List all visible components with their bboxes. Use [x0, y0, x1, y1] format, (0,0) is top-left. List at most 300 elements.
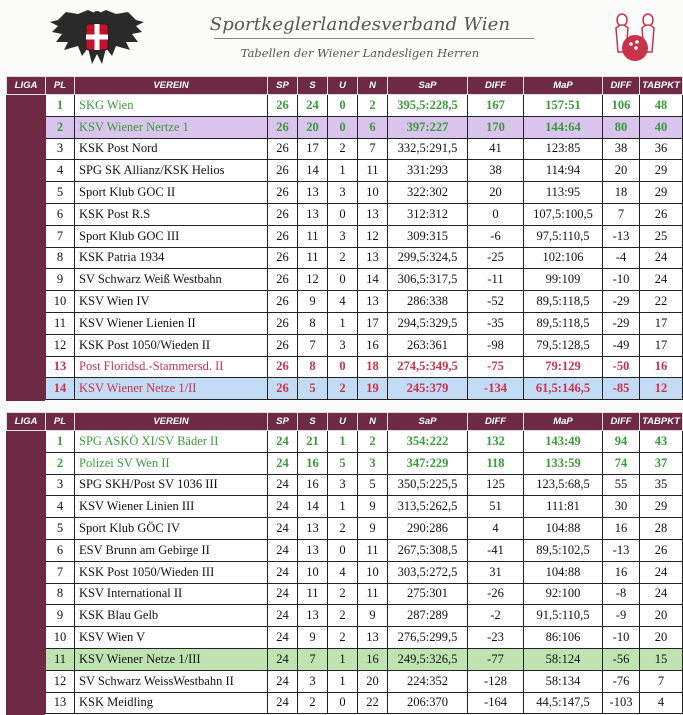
cell-pl: 8: [46, 247, 75, 269]
cell-u: 0: [328, 203, 358, 225]
cell-pl: 11: [46, 312, 75, 334]
col-sap: SaP: [388, 413, 468, 431]
cell-club: KSV Wiener Netze 1/III: [75, 648, 268, 670]
cell-u: 2: [328, 378, 358, 400]
cell-tabpkt: 29: [640, 182, 683, 204]
cell-pl: 4: [46, 160, 75, 182]
cell-n: 13: [358, 203, 388, 225]
cell-sap: 322:302: [388, 182, 468, 204]
cell-diff-map: -76: [603, 670, 640, 692]
cell-map: 61,5:146,5: [524, 378, 603, 400]
cell-pl: 5: [46, 518, 75, 540]
cell-diff-map: 16: [603, 561, 640, 583]
cell-s: 7: [298, 334, 328, 356]
cell-map: 58:134: [524, 670, 603, 692]
cell-diff-map: 30: [603, 496, 640, 518]
cell-diff-map: 106: [603, 95, 640, 117]
cell-n: 17: [358, 312, 388, 334]
cell-pl: 11: [46, 648, 75, 670]
cell-club: ESV Brunn am Gebirge II: [75, 539, 268, 561]
cell-sap: 332,5:291,5: [388, 138, 468, 160]
cell-s: 10: [298, 561, 328, 583]
cell-n: 2: [358, 95, 388, 117]
cell-tabpkt: 24: [640, 247, 683, 269]
liga-spacer: [7, 561, 46, 583]
cell-club: Sport Klub GÖC IV: [75, 518, 268, 540]
table-row: [7, 160, 683, 182]
cell-s: 11: [298, 247, 328, 269]
liga-spacer: [7, 670, 46, 692]
cell-u: 2: [328, 605, 358, 627]
cell-map: 104:88: [524, 518, 603, 540]
cell-u: 1: [328, 670, 358, 692]
cell-s: 13: [298, 518, 328, 540]
cell-u: 2: [328, 247, 358, 269]
col-diff-sap: DIFF: [468, 413, 524, 431]
cell-n: 16: [358, 648, 388, 670]
cell-map: 111:81: [524, 496, 603, 518]
cell-diff-map: -4: [603, 247, 640, 269]
cell-tabpkt: 37: [640, 452, 683, 474]
table-row: [7, 452, 683, 474]
table-row: [7, 138, 683, 160]
cell-sap: 274,5:349,5: [388, 356, 468, 378]
cell-sp: 26: [268, 356, 298, 378]
liga-spacer: [7, 692, 46, 714]
cell-sap: 312:312: [388, 203, 468, 225]
cell-sp: 24: [268, 496, 298, 518]
cell-sap: 290:286: [388, 518, 468, 540]
cell-tabpkt: 20: [640, 627, 683, 649]
cell-diff-sap: -128: [468, 670, 524, 692]
cell-u: 1: [328, 160, 358, 182]
cell-sp: 24: [268, 518, 298, 540]
cell-s: 21: [298, 431, 328, 453]
liga-spacer: [7, 116, 46, 138]
col-liga: LIGA: [7, 77, 46, 95]
cell-tabpkt: 26: [640, 539, 683, 561]
cell-diff-sap: -6: [468, 225, 524, 247]
cell-s: 9: [298, 627, 328, 649]
col-u: U: [328, 413, 358, 431]
cell-u: 4: [328, 561, 358, 583]
cell-n: 13: [358, 247, 388, 269]
col-liga: LIGA: [7, 413, 46, 431]
cell-diff-map: -10: [603, 269, 640, 291]
cell-diff-sap: -41: [468, 539, 524, 561]
cell-n: 16: [358, 334, 388, 356]
cell-sp: 24: [268, 583, 298, 605]
table-row: [7, 116, 683, 138]
table-row: [7, 627, 683, 649]
cell-sap: 224:352: [388, 670, 468, 692]
liga-spacer: [7, 648, 46, 670]
cell-u: 5: [328, 452, 358, 474]
cell-diff-map: -49: [603, 334, 640, 356]
cell-diff-map: 94: [603, 431, 640, 453]
cell-map: 99:109: [524, 269, 603, 291]
cell-club: KSK Patria 1934: [75, 247, 268, 269]
liga-spacer: [7, 182, 46, 204]
liga-spacer: [7, 203, 46, 225]
cell-sap: 294,5:329,5: [388, 312, 468, 334]
cell-map: 89,5:118,5: [524, 312, 603, 334]
cell-map: 79,5:128,5: [524, 334, 603, 356]
cell-sp: 24: [268, 648, 298, 670]
cell-n: 3: [358, 452, 388, 474]
cell-sap: 313,5:262,5: [388, 496, 468, 518]
cell-n: 11: [358, 160, 388, 182]
league-3-table: [6, 412, 683, 714]
cell-u: 0: [328, 269, 358, 291]
table-row: [7, 670, 683, 692]
cell-club: KSV Wiener Linien III: [75, 496, 268, 518]
cell-diff-map: 80: [603, 116, 640, 138]
cell-club: SKG Wien: [75, 95, 268, 117]
cell-tabpkt: 29: [640, 160, 683, 182]
cell-diff-sap: 118: [468, 452, 524, 474]
cell-sap: 263:361: [388, 334, 468, 356]
cell-diff-sap: -25: [468, 247, 524, 269]
cell-diff-sap: -134: [468, 378, 524, 400]
cell-diff-map: -13: [603, 225, 640, 247]
cell-sp: 24: [268, 561, 298, 583]
cell-tabpkt: 24: [640, 561, 683, 583]
liga-spacer: [7, 334, 46, 356]
col-u: U: [328, 77, 358, 95]
cell-u: 0: [328, 116, 358, 138]
liga-spacer: [7, 160, 46, 182]
table-row: [7, 539, 683, 561]
cell-s: 13: [298, 539, 328, 561]
cell-sp: 26: [268, 378, 298, 400]
liga-spacer: [7, 518, 46, 540]
cell-sp: 26: [268, 95, 298, 117]
cell-map: 89,5:118,5: [524, 291, 603, 313]
cell-map: 114:94: [524, 160, 603, 182]
cell-tabpkt: 12: [640, 378, 683, 400]
cell-diff-map: 20: [603, 160, 640, 182]
cell-map: 89,5:102,5: [524, 539, 603, 561]
cell-tabpkt: 48: [640, 95, 683, 117]
cell-diff-sap: -75: [468, 356, 524, 378]
cell-pl: 7: [46, 225, 75, 247]
table-row: [7, 291, 683, 313]
cell-map: 157:51: [524, 95, 603, 117]
cell-sp: 26: [268, 182, 298, 204]
cell-u: 2: [328, 138, 358, 160]
cell-sp: 24: [268, 670, 298, 692]
cell-s: 13: [298, 605, 328, 627]
cell-u: 2: [328, 627, 358, 649]
cell-club: KSV Wiener Nertze 1: [75, 116, 268, 138]
cell-club: Polizei SV Wen II: [75, 452, 268, 474]
cell-sap: 245:379: [388, 378, 468, 400]
cell-map: 102:106: [524, 247, 603, 269]
cell-pl: 3: [46, 138, 75, 160]
cell-sp: 24: [268, 692, 298, 714]
cell-s: 24: [298, 95, 328, 117]
table-row: [7, 334, 683, 356]
table-row: [7, 182, 683, 204]
cell-s: 17: [298, 138, 328, 160]
cell-map: 144:64: [524, 116, 603, 138]
cell-n: 22: [358, 692, 388, 714]
bowling-pins-icon: [606, 8, 664, 68]
cell-tabpkt: 15: [640, 648, 683, 670]
cell-s: 12: [298, 269, 328, 291]
cell-diff-sap: -11: [468, 269, 524, 291]
cell-sp: 26: [268, 203, 298, 225]
cell-pl: 5: [46, 182, 75, 204]
cell-pl: 2: [46, 452, 75, 474]
cell-u: 1: [328, 431, 358, 453]
cell-n: 19: [358, 378, 388, 400]
cell-diff-map: 74: [603, 452, 640, 474]
cell-sp: 24: [268, 627, 298, 649]
cell-tabpkt: 4: [640, 692, 683, 714]
cell-n: 14: [358, 269, 388, 291]
cell-map: 86:106: [524, 627, 603, 649]
cell-club: KSK Post 1050/Wieden II: [75, 334, 268, 356]
col-tabpkt: TABPKT: [640, 77, 683, 95]
cell-club: SPG SK Allianz/KSK Helios: [75, 160, 268, 182]
cell-tabpkt: 17: [640, 312, 683, 334]
cell-n: 5: [358, 474, 388, 496]
cell-tabpkt: 28: [640, 518, 683, 540]
cell-map: 91,5:110,5: [524, 605, 603, 627]
liga-spacer: [7, 291, 46, 313]
cell-diff-map: -56: [603, 648, 640, 670]
cell-map: 133:59: [524, 452, 603, 474]
liga-spacer: [7, 539, 46, 561]
col-sap: SaP: [388, 77, 468, 95]
liga-spacer: [7, 378, 46, 400]
cell-n: 7: [358, 138, 388, 160]
cell-n: 6: [358, 116, 388, 138]
cell-diff-sap: 125: [468, 474, 524, 496]
cell-sap: 350,5:225,5: [388, 474, 468, 496]
col-diff-sap: DIFF: [468, 77, 524, 95]
cell-pl: 1: [46, 95, 75, 117]
cell-sap: 299,5:324,5: [388, 247, 468, 269]
cell-diff-sap: 4: [468, 518, 524, 540]
cell-map: 44,5:147,5: [524, 692, 603, 714]
cell-pl: 6: [46, 539, 75, 561]
col-sp: SP: [268, 77, 298, 95]
league-2-rows: [7, 95, 683, 400]
cell-sp: 26: [268, 334, 298, 356]
table-row: [7, 431, 683, 453]
cell-sap: 303,5:272,5: [388, 561, 468, 583]
cell-diff-map: -8: [603, 583, 640, 605]
cell-map: 97,5:110,5: [524, 225, 603, 247]
cell-u: 1: [328, 648, 358, 670]
cell-n: 9: [358, 518, 388, 540]
cell-tabpkt: 20: [640, 605, 683, 627]
page-header: [0, 0, 680, 72]
cell-map: 107,5:100,5: [524, 203, 603, 225]
cell-map: 143:49: [524, 431, 603, 453]
cell-s: 16: [298, 474, 328, 496]
table-row: [7, 269, 683, 291]
cell-diff-map: -85: [603, 378, 640, 400]
cell-club: KSK Post 1050/Wieden III: [75, 561, 268, 583]
cell-sp: 24: [268, 452, 298, 474]
cell-diff-sap: -52: [468, 291, 524, 313]
cell-tabpkt: 17: [640, 334, 683, 356]
cell-diff-map: 18: [603, 182, 640, 204]
cell-diff-map: 16: [603, 518, 640, 540]
table-row: [7, 95, 683, 117]
cell-diff-sap: -26: [468, 583, 524, 605]
cell-club: SV Schwarz Weiß Westbahn: [75, 269, 268, 291]
cell-n: 11: [358, 539, 388, 561]
cell-sp: 26: [268, 312, 298, 334]
cell-club: KSV Wien V: [75, 627, 268, 649]
cell-map: 104:88: [524, 561, 603, 583]
cell-tabpkt: 22: [640, 291, 683, 313]
cell-club: KSV Wiener Lienien II: [75, 312, 268, 334]
cell-club: KSK Meidling: [75, 692, 268, 714]
cell-club: Sport Klub GOC II: [75, 182, 268, 204]
cell-sp: 26: [268, 269, 298, 291]
cell-n: 13: [358, 291, 388, 313]
page-subtitle: Tabellen der Wiener Landesligen Herren: [240, 46, 480, 60]
cell-u: 0: [328, 95, 358, 117]
table-row: [7, 496, 683, 518]
col-diff-map: DIFF: [603, 77, 640, 95]
cell-pl: 3: [46, 474, 75, 496]
cell-pl: 14: [46, 378, 75, 400]
cell-diff-map: 7: [603, 203, 640, 225]
cell-n: 12: [358, 225, 388, 247]
liga-spacer: [7, 312, 46, 334]
title-divider: [214, 38, 534, 39]
cell-u: 2: [328, 518, 358, 540]
cell-pl: 2: [46, 116, 75, 138]
cell-sap: 354:222: [388, 431, 468, 453]
cell-pl: 13: [46, 356, 75, 378]
cell-u: 3: [328, 225, 358, 247]
cell-diff-sap: 20: [468, 182, 524, 204]
cell-club: KSK Post R.S: [75, 203, 268, 225]
table-row: [7, 692, 683, 714]
col-sp: SP: [268, 413, 298, 431]
cell-tabpkt: 43: [640, 431, 683, 453]
cell-club: KSV Wiener Netze 1/II: [75, 378, 268, 400]
cell-tabpkt: 35: [640, 474, 683, 496]
cell-club: KSV Wien IV: [75, 291, 268, 313]
cell-s: 20: [298, 116, 328, 138]
table-row: [7, 561, 683, 583]
table-row: [7, 247, 683, 269]
liga-spacer: [7, 225, 46, 247]
cell-club: KSV International II: [75, 583, 268, 605]
cell-n: 10: [358, 561, 388, 583]
cell-tabpkt: 24: [640, 269, 683, 291]
cell-tabpkt: 36: [640, 138, 683, 160]
cell-sp: 26: [268, 247, 298, 269]
liga-spacer: [7, 583, 46, 605]
cell-sap: 306,5:317,5: [388, 269, 468, 291]
cell-diff-sap: -2: [468, 605, 524, 627]
cell-s: 8: [298, 312, 328, 334]
cell-diff-map: -50: [603, 356, 640, 378]
cell-diff-sap: 38: [468, 160, 524, 182]
cell-diff-sap: 167: [468, 95, 524, 117]
cell-map: 123,5:68,5: [524, 474, 603, 496]
table-row: [7, 356, 683, 378]
cell-u: 3: [328, 334, 358, 356]
table-row: [7, 605, 683, 627]
cell-sap: 267,5:308,5: [388, 539, 468, 561]
cell-n: 9: [358, 605, 388, 627]
cell-u: 3: [328, 182, 358, 204]
page-title: Sportkeglerlandesverband Wien: [209, 14, 511, 35]
col-map: MaP: [524, 413, 603, 431]
cell-sp: 24: [268, 474, 298, 496]
cell-sp: 24: [268, 431, 298, 453]
col-s: S: [298, 77, 328, 95]
cell-s: 3: [298, 670, 328, 692]
col-tabpkt: TABPKT: [640, 413, 683, 431]
cell-diff-map: -29: [603, 291, 640, 313]
cell-sap: 347:229: [388, 452, 468, 474]
table-header-row: [7, 77, 683, 95]
cell-u: 1: [328, 312, 358, 334]
cell-tabpkt: 16: [640, 356, 683, 378]
cell-map: 58:124: [524, 648, 603, 670]
liga-spacer: [7, 474, 46, 496]
cell-u: 4: [328, 291, 358, 313]
cell-diff-sap: 132: [468, 431, 524, 453]
liga-spacer: [7, 452, 46, 474]
cell-n: 18: [358, 356, 388, 378]
col-s: S: [298, 413, 328, 431]
cell-n: 13: [358, 627, 388, 649]
cell-diff-sap: -35: [468, 312, 524, 334]
cell-u: 3: [328, 474, 358, 496]
col-verein: VEREIN: [75, 77, 268, 95]
cell-club: Sport Klub GOC III: [75, 225, 268, 247]
cell-diff-map: -103: [603, 692, 640, 714]
cell-sap: 206:370: [388, 692, 468, 714]
cell-pl: 12: [46, 334, 75, 356]
cell-s: 8: [298, 356, 328, 378]
league-2-table: [6, 76, 683, 400]
cell-n: 2: [358, 431, 388, 453]
cell-s: 11: [298, 583, 328, 605]
cell-s: 7: [298, 648, 328, 670]
cell-map: 79:129: [524, 356, 603, 378]
cell-pl: 4: [46, 496, 75, 518]
cell-diff-sap: -98: [468, 334, 524, 356]
cell-diff-sap: -77: [468, 648, 524, 670]
cell-diff-map: -10: [603, 627, 640, 649]
cell-s: 14: [298, 496, 328, 518]
cell-diff-map: -29: [603, 312, 640, 334]
cell-tabpkt: 29: [640, 496, 683, 518]
table-row: [7, 583, 683, 605]
liga-spacer: [7, 431, 46, 453]
cell-s: 2: [298, 692, 328, 714]
liga-spacer: [7, 247, 46, 269]
col-pl: PL: [46, 77, 75, 95]
cell-sap: 309:315: [388, 225, 468, 247]
table-row: [7, 203, 683, 225]
cell-map: 123:85: [524, 138, 603, 160]
